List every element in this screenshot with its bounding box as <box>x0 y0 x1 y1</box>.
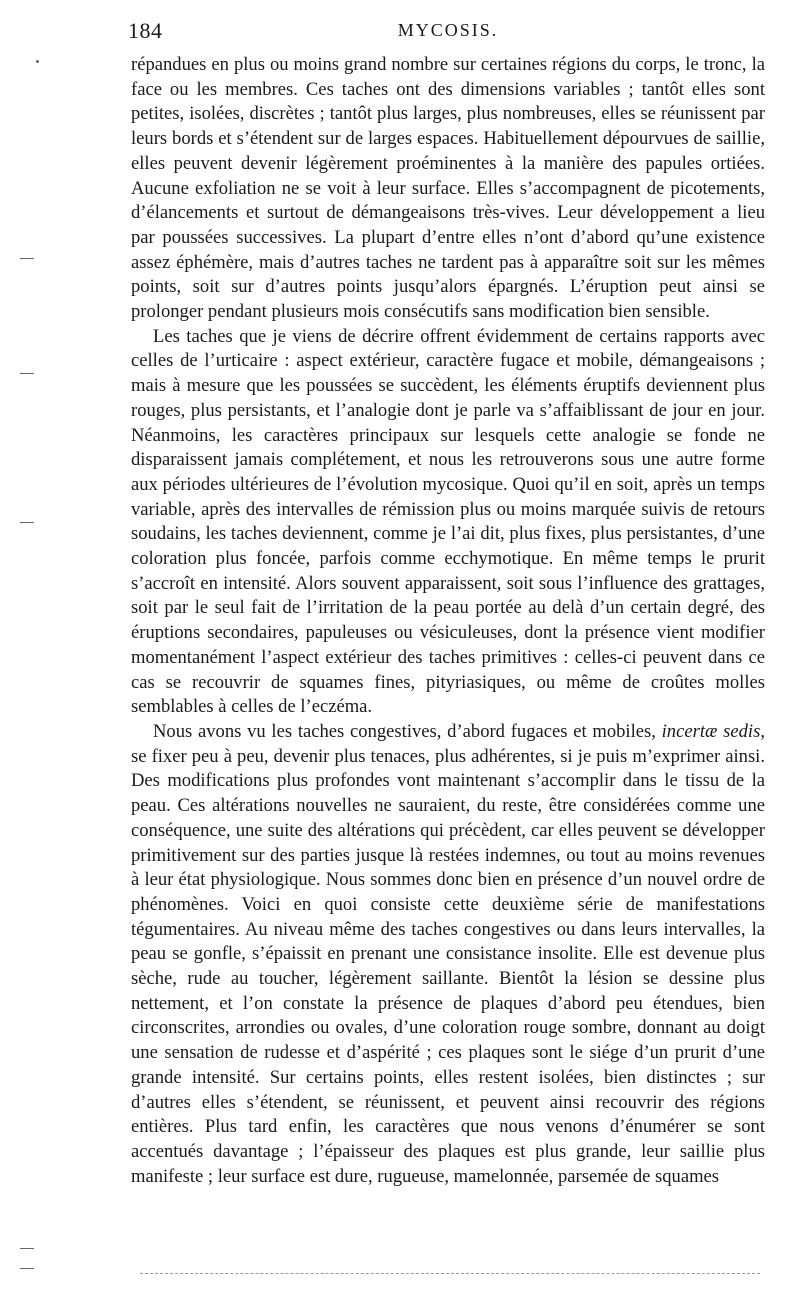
paragraph-3-rest: , se fixer peu à peu, devenir plus tenaces, plus adhérentes, si je puis m’exprimer ainsi. Des modifications plus profondes vont maintenant s’accomplir dans le tissu de la peau. Ces altérations nouvelles ne sauraient, du reste, être considérées comme une conséquence, une suite des altérations qui précèdent, car elles peuvent se développer primitivement sur des parties jusque là restées indemnes, ou tout au moins revenues à leur état physiologique. Nous sommes donc bien en présence d’un nouvel ordre de phénomènes. Voici en quoi consiste cette deuxième série de manifestations tégumentaires. Au niveau même des taches congestives ou dans leurs intervalles, la peau se gonfle, s’épaissit en prenant une consistance insolite. Elle est devenue plus sèche, rude au toucher, légèrement saillante. Bientôt la lésion se dessine plus nettement, et l’on constate la présence de plaques d’abord peu étendues, bien circonscrites, arrondies ou ovales, d’une coloration rouge sombre, donnant au doigt une sensation de rudesse et d’aspérité ; ces plaques sont le siége d’un prurit d’une grande intensité. Sur certains points, elles restent isolées, bien distinctes ; sur d’autres elles s’étendent, se réunissent, et peuvent ainsi recouvrir des régions entières. Plus tard enfin, les caractères que nous venons d’énumérer se sont accentués davantage ; l’épaisseur des plaques est plus grande, leur saillie plus manifeste ; leur surface est dure, rugueuse, mamelonnée, parsemée de squames <box>131 720 765 1187</box>
running-head <box>128 18 768 50</box>
latin-phrase: incertæ sedis <box>661 720 761 742</box>
margin-mark <box>36 60 39 63</box>
page-number: 184 <box>128 18 163 43</box>
margin-mark <box>20 258 34 259</box>
paragraph-3-start: Nous avons vu les taches congestives, d’abord fugaces et mobiles, <box>153 720 662 742</box>
margin-mark <box>20 373 34 374</box>
running-title: MYCOSIS. <box>397 20 499 40</box>
paragraph-2: Les taches que je viens de décrire offrent évidemment de certains rapports avec celles de l’urticaire : aspect extérieur, caractère fugace et mobile, démangeaisons ; mais à mesure que les poussées se succèdent, les éléments éruptifs deviennent plus rouges, plus persistants, et l’analogie dont je parle va s’affaiblissant de jour en jour. Néanmoins, les caractères principaux sur lesquels cette analogie se fonde ne disparaissent jamais complétement, et nous les retrouverons sous une autre forme aux périodes ultérieures de l’évolution mycosique. Quoi qu’il en soit, après un temps variable, après des intervalles de rémission plus ou moins marquée suivis de retours soudains, les taches deviennent, comme je l’ai dit, plus fixes, plus persistantes, d’une coloration plus foncée, parfois comme ecchymotique. En même temps le prurit s’accroît en intensité. Alors souvent apparaissent, soit sous l’influence des grattages, soit par le seul fait de l’irritation de la peau portée au delà d’un certain degré, des éruptions secondaires, papuleuses ou vésiculeuses, dont la présence vient modifier momentanément l’aspect extérieur des taches primitives : celles-ci peuvent dans ce cas se recouvrir de squames fines, pityriasiques, ou même de croûtes molles semblables à celles de l’eczéma. <box>131 325 765 718</box>
paragraph-3 <box>131 720 765 1189</box>
margin-mark <box>20 1268 34 1269</box>
bottom-rule <box>140 1273 760 1274</box>
paragraph-1: répandues en plus ou moins grand nombre sur certaines régions du corps, le tronc, la face ou les membres. Ces taches ont des dimensions variables ; tantôt elles sont petites, isolées, discrètes ; tantôt plus larges, plus nombreuses, elles se réunissent par leurs bords et s’étendent sur de larges espaces. Habituellement dépourvues de saillie, elles peuvent devenir légèrement proéminentes à la manière des papules ortiées. Aucune exfoliation ne se voit à leur surface. Elles s’accompagnent de picotements, d’élancements et surtout de démangeaisons très-vives. Leur développement a lieu par poussées successives. La plupart d’entre elles n’ont d’abord qu’une existence assez éphémère, mais d’autres taches ne tardent pas à apparaître soit sur les mêmes points, soit sur d’autres points jusqu’alors épargnés. L’éruption peut ainsi se prolonger pendant plusieurs mois consécutifs sans modification bien sensible. <box>131 54 765 323</box>
margin-mark <box>20 522 34 523</box>
margin-mark <box>20 1248 34 1249</box>
body-text <box>131 53 765 1189</box>
